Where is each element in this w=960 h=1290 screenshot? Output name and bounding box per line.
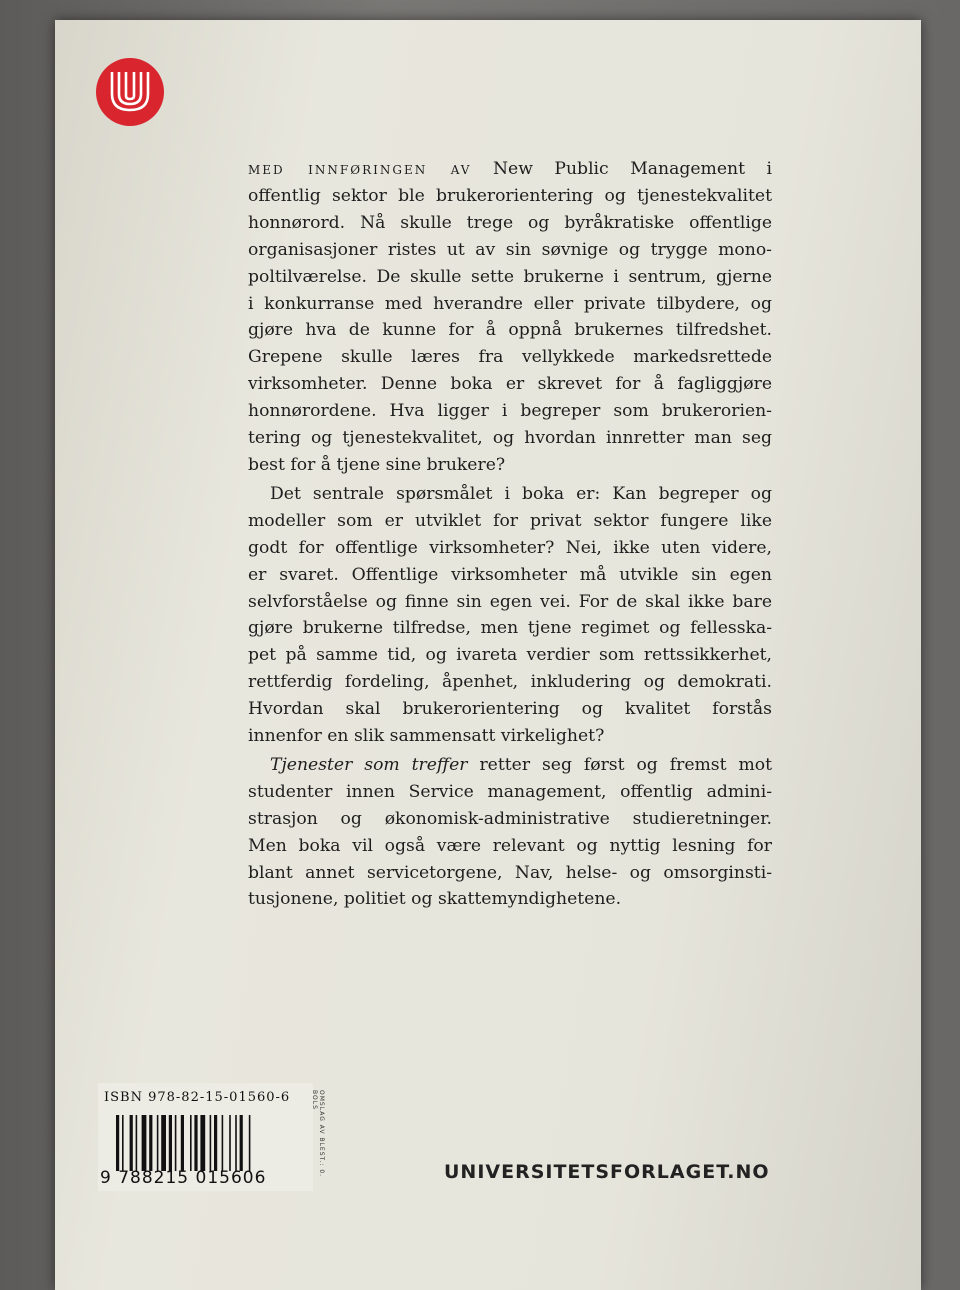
line: gjøre brukerne tilfredse, men tjene regimet og fellesska- bbox=[248, 618, 772, 639]
line: studenter innen Service management, offentlig admini- bbox=[248, 781, 772, 802]
barcode-bar bbox=[175, 1115, 177, 1171]
paragraph-3 bbox=[248, 752, 772, 913]
barcode-bar bbox=[190, 1115, 192, 1171]
barcode-bar bbox=[240, 1115, 243, 1171]
paragraph-2 bbox=[248, 481, 772, 750]
line: blant annet servicetorgene, Nav, helse- og omsorginsti- bbox=[248, 862, 772, 883]
line: offentlig sektor ble brukerorientering og tjenestekvalitet bbox=[248, 185, 772, 206]
isbn-label: ISBN 978-82-15-01560-6 bbox=[104, 1090, 291, 1105]
barcode-bar bbox=[210, 1115, 212, 1171]
line: best for å tjene sine brukere? bbox=[248, 454, 506, 475]
line: godt for offentlige virksomheter? Nei, ikke uten videre, bbox=[248, 537, 772, 558]
line: honnørord. Nå skulle trege og byråkratiske offentlige bbox=[248, 212, 772, 233]
barcode-bar bbox=[249, 1115, 251, 1171]
line: modeller som er utviklet for privat sektor fungere like bbox=[248, 510, 772, 531]
line: honnørordene. Hva ligger i begreper som brukerorien- bbox=[248, 401, 772, 422]
line: rettferdig fordeling, åpenhet, inkludering og demokrati. bbox=[248, 672, 772, 693]
line: virksomheter. Denne boka er skrevet for å fagliggjøre bbox=[248, 374, 772, 395]
line: pet på samme tid, og ivareta verdier som rettssikkerhet, bbox=[248, 645, 772, 666]
line: tusjonene, politiet og skattemyndighetene. bbox=[248, 889, 622, 910]
barcode-bar bbox=[229, 1115, 231, 1171]
barcode-bar bbox=[136, 1115, 138, 1171]
barcode-bar bbox=[200, 1115, 205, 1171]
barcode-bar bbox=[181, 1115, 184, 1171]
barcode-bar bbox=[235, 1115, 237, 1171]
line: strasjon og økonomisk-administrative studieretninger. bbox=[248, 808, 772, 829]
barcode-bar bbox=[116, 1115, 119, 1171]
barcode-bar bbox=[214, 1115, 217, 1171]
line: poltilværelse. De skulle sette brukerne i sentrum, gjerne bbox=[248, 266, 772, 287]
barcode-bar bbox=[149, 1115, 152, 1171]
line: retter seg først og fremst mot bbox=[467, 754, 772, 775]
barcode-bar bbox=[161, 1115, 166, 1171]
publisher-url: UNIVERSITETSFORLAGET.NO bbox=[444, 1161, 770, 1183]
barcode-icon bbox=[116, 1115, 308, 1171]
line: selvforståelse og finne sin egen vei. For de skal ikke bare bbox=[248, 591, 772, 612]
line: i konkurranse med hverandre eller private tilbydere, og bbox=[248, 293, 772, 314]
book-title: Tjenester som treffer bbox=[270, 754, 468, 775]
barcode-bar bbox=[194, 1115, 197, 1171]
line: Hvordan skal brukerorientering og kvalitet forstås bbox=[248, 699, 772, 720]
line: gjøre hva de kunne for å oppnå brukernes tilfredshet. bbox=[248, 320, 772, 341]
line: Det sentrale spørsmålet i boka er: Kan begreper og bbox=[270, 483, 772, 504]
lead-in: med innføringen av bbox=[248, 159, 472, 179]
cover-credit: OMSLAG AV BLEST.: 0. BOLS bbox=[311, 1090, 325, 1178]
publisher-logo bbox=[96, 58, 164, 126]
barcode-number: 9 788215 015606 bbox=[100, 1168, 267, 1188]
line: tering og tjenestekvalitet, og hvordan innretter man seg bbox=[248, 428, 772, 449]
barcode-bar bbox=[122, 1115, 124, 1171]
barcode-bar bbox=[169, 1115, 172, 1171]
u-logo-icon bbox=[106, 70, 154, 114]
line: organisasjoner ristes ut av sin søvnige og trygge mono- bbox=[248, 239, 772, 260]
blurb-text bbox=[248, 156, 772, 915]
line: New Public Management i bbox=[471, 159, 772, 179]
barcode-bar bbox=[130, 1115, 133, 1171]
barcode-bar bbox=[142, 1115, 147, 1171]
line: Grepene skulle læres fra vellykkede markedsrettede bbox=[248, 347, 772, 368]
paragraph-1 bbox=[248, 156, 772, 479]
line: Men boka vil også være relevant og nyttig lesning for bbox=[248, 835, 772, 856]
barcode-bar bbox=[157, 1115, 159, 1171]
barcode-bar bbox=[222, 1115, 224, 1171]
line: er svaret. Offentlige virksomheter må utvikle sin egen bbox=[248, 564, 772, 585]
line: innenfor en slik sammensatt virkelighet? bbox=[248, 726, 605, 747]
